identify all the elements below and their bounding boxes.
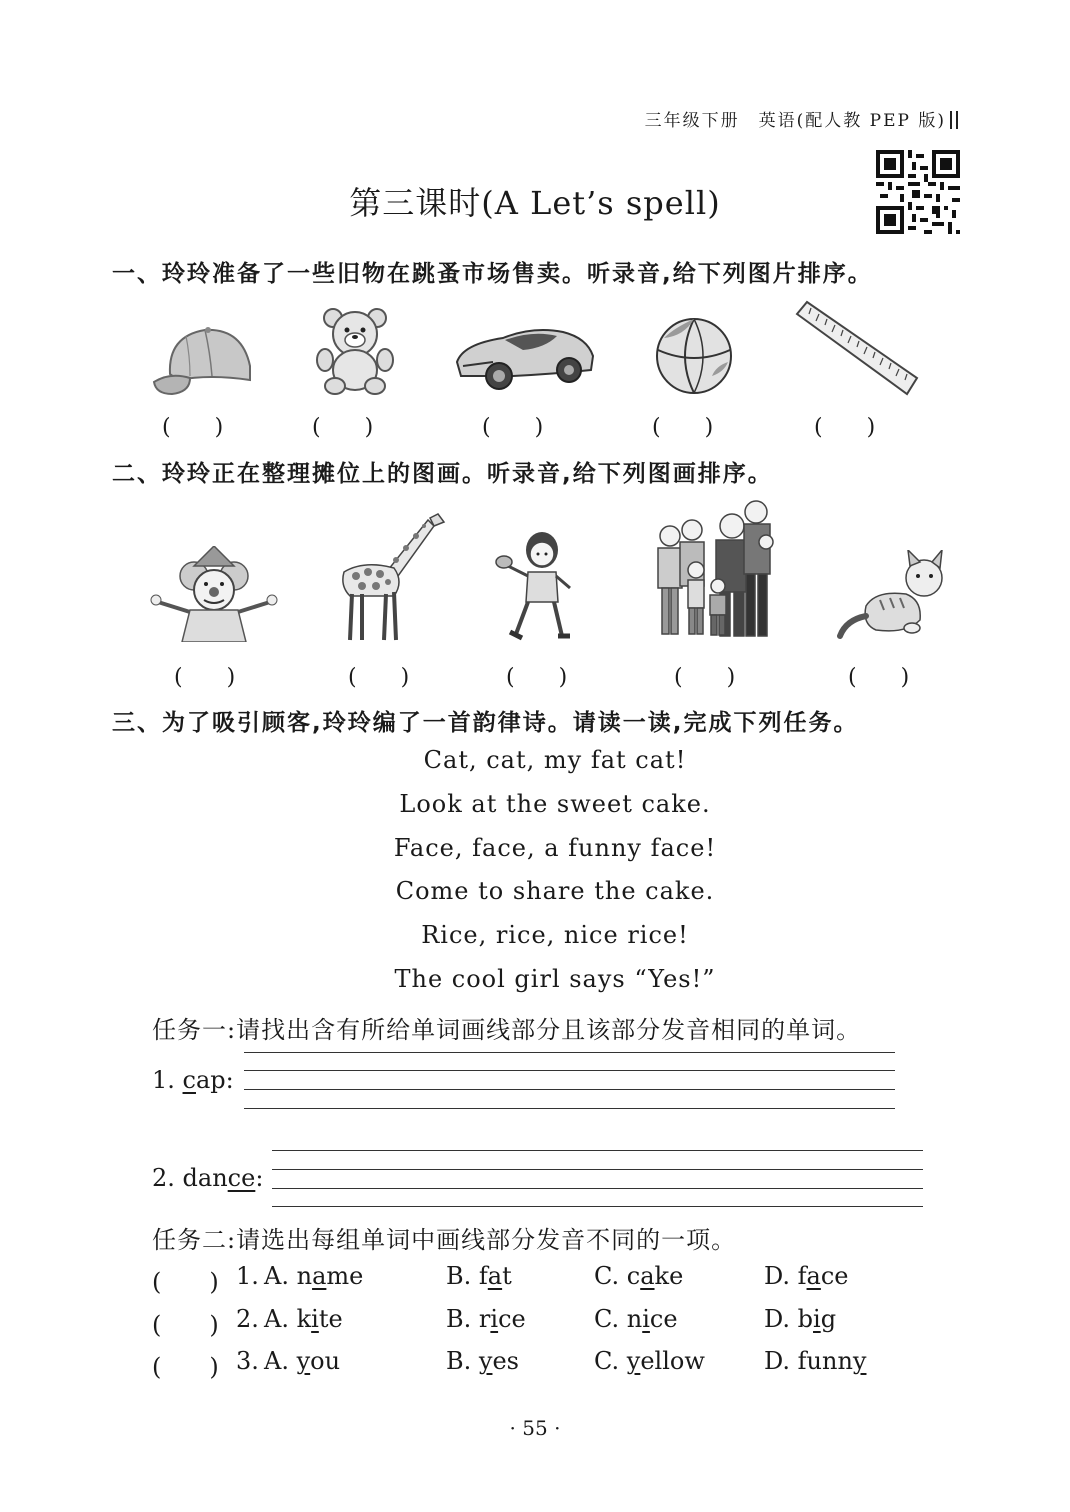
question-2-option-a[interactable]: A. kite: [264, 1305, 343, 1333]
answer-line[interactable]: [244, 1089, 895, 1090]
item-number: 2.: [152, 1164, 183, 1192]
question-2-option-b[interactable]: B. rice: [446, 1305, 526, 1333]
question-3-option-c[interactable]: C. yellow: [594, 1347, 705, 1375]
ball-icon: [654, 316, 734, 396]
answer-line[interactable]: [244, 1052, 895, 1053]
cat-icon: [836, 550, 946, 642]
section-2-heading: 二、玲玲正在整理摊位上的图画。听录音,给下列图画排序。: [112, 461, 773, 487]
page-header: [645, 106, 958, 131]
underlined-letters: ce: [227, 1164, 256, 1192]
task-2-label: 任务二:请选出每组单词中画线部分发音不同的一项。: [152, 1226, 737, 1254]
answer-paren-1-3[interactable]: ( ): [482, 415, 544, 440]
girl-with-mirror-icon: [494, 528, 574, 642]
poem-line-6: The cool girl says “Yes!”: [394, 965, 716, 993]
question-1-number: 1.: [236, 1262, 259, 1290]
question-1-option-a[interactable]: A. name: [264, 1262, 364, 1290]
section-3-heading: 三、为了吸引顾客,玲玲编了一首韵律诗。请读一读,完成下列任务。: [112, 710, 859, 736]
poem-line-3: Face, face, a funny face!: [393, 834, 717, 862]
page-number: · 55 ·: [509, 1416, 561, 1440]
question-3-paren[interactable]: ( ): [152, 1353, 219, 1381]
answer-paren-1-5[interactable]: ( ): [814, 415, 876, 440]
task-1-label: 任务一:请找出含有所给单词画线部分且该部分发音相同的单词。: [152, 1016, 862, 1044]
family-icon: [654, 500, 780, 642]
answer-paren-2-3[interactable]: ( ): [506, 665, 568, 690]
question-2-number: 2.: [236, 1305, 259, 1333]
answer-line[interactable]: [272, 1169, 923, 1170]
answer-line[interactable]: [244, 1070, 895, 1071]
answer-line[interactable]: [272, 1206, 923, 1207]
clown-icon: [150, 546, 278, 642]
task-1-item-1: 1. cap:: [152, 1066, 234, 1094]
answer-paren-2-5[interactable]: ( ): [848, 665, 910, 690]
teddy-bear-icon: [313, 306, 397, 396]
question-2-option-d[interactable]: D. big: [764, 1305, 837, 1333]
poem-line-1: Cat, cat, my fat cat!: [423, 746, 687, 774]
answer-line[interactable]: [272, 1150, 923, 1151]
question-2-option-c[interactable]: C. nice: [594, 1305, 678, 1333]
section-1-heading: 一、玲玲准备了一些旧物在跳蚤市场售卖。听录音,给下列图片排序。: [112, 261, 873, 287]
question-3-number: 3.: [236, 1347, 259, 1375]
question-3-option-b[interactable]: B. yes: [446, 1347, 519, 1375]
question-3-option-a[interactable]: A. you: [264, 1347, 341, 1375]
poem-line-4: Come to share the cake.: [395, 877, 715, 905]
answer-paren-2-2[interactable]: ( ): [348, 665, 410, 690]
poem-line-2: Look at the sweet cake.: [399, 790, 711, 818]
answer-line[interactable]: [272, 1188, 923, 1189]
header-text: 三年级下册 英语(配人教 PEP 版): [644, 111, 946, 131]
question-1-option-d[interactable]: D. face: [764, 1262, 849, 1290]
question-1-option-b[interactable]: B. fat: [446, 1262, 512, 1290]
answer-paren-2-4[interactable]: ( ): [674, 665, 736, 690]
question-1-paren[interactable]: ( ): [152, 1268, 219, 1296]
answer-paren-1-4[interactable]: ( ): [652, 415, 714, 440]
answer-paren-1-1[interactable]: ( ): [162, 415, 224, 440]
poem-line-5: Rice, rice, nice rice!: [421, 921, 689, 949]
item-number: 1.: [152, 1066, 183, 1094]
question-2-paren[interactable]: ( ): [152, 1311, 219, 1339]
underlined-letters: c: [182, 1066, 196, 1094]
ruler-icon: [793, 300, 919, 398]
question-3-option-d[interactable]: D. funny: [764, 1347, 867, 1375]
answer-paren-2-1[interactable]: ( ): [174, 665, 236, 690]
task-1-item-2: 2. dance:: [152, 1164, 264, 1192]
answer-line[interactable]: [244, 1108, 895, 1109]
giraffe-icon: [334, 510, 446, 644]
cap-icon: [150, 316, 260, 398]
lesson-title: 第三课时(A Let’s spell): [349, 184, 721, 222]
toy-car-icon: [453, 322, 595, 394]
header-bar-icon: [950, 111, 958, 129]
answer-paren-1-2[interactable]: ( ): [312, 415, 374, 440]
question-1-option-c[interactable]: C. cake: [594, 1262, 684, 1290]
